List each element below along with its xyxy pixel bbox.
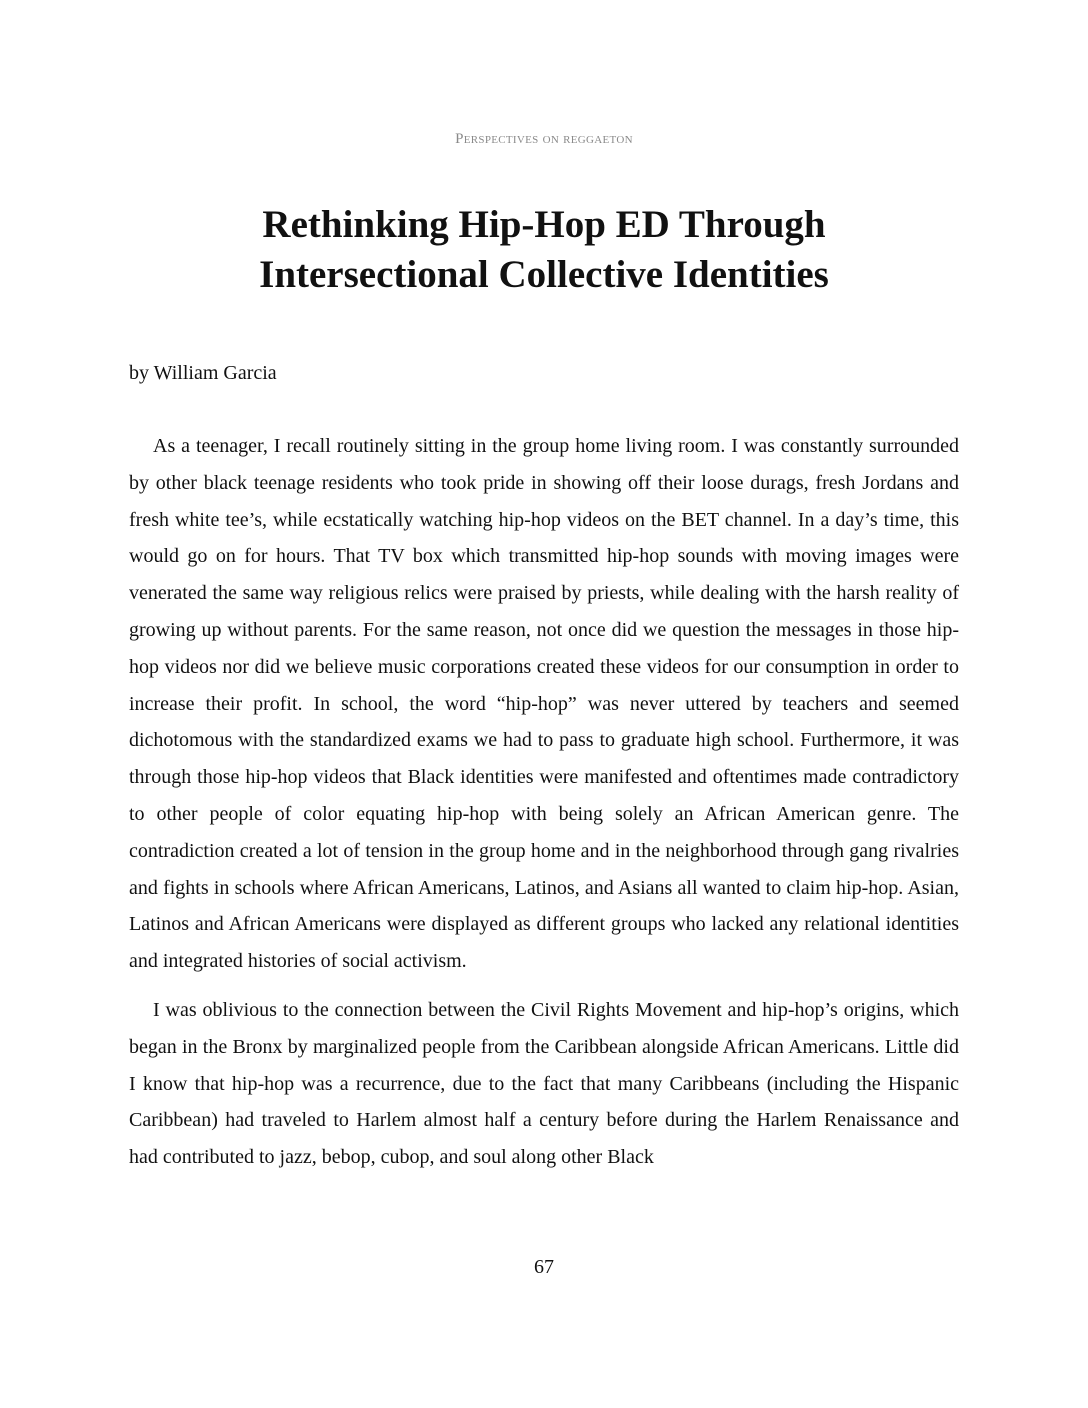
author-byline: by William Garcia: [129, 362, 277, 384]
body-paragraph-2: I was oblivious to the connection between the Civil Rights Movement and hip-hop’s origins, which began in the Bronx by marginalized people from the Caribbean alongside African Americans. Little did I know that hip-hop was a recurrence, due to the fact that many Caribbeans (including the Hispanic Caribbean) had traveled to Harlem almost half a century before during the Harlem Renaissance and had contributed to jazz, bebop, cubop, and soul along other Black: [129, 998, 959, 1169]
article-title-line-1: Rethinking Hip-Hop ED Through: [262, 203, 826, 246]
article-title: [130, 200, 958, 300]
running-head: Perspectives on reggaeton: [455, 131, 633, 147]
article-title-line-2: Intersectional Collective Identities: [259, 253, 829, 296]
body-paragraph-1: As a teenager, I recall routinely sitting in the group home living room. I was constantly surrounded by other black teenage residents who took pride in showing off their loose durags, fresh Jordans and fresh white tee’s, while ecstatically watching hip-hop videos on the BET channel. In a day’s time, this would go on for hours. That TV box which transmitted hip-hop sounds with moving images were venerated the same way religious relics were praised by priests, while dealing with the harsh reality of growing up without parents. For the same reason, not once did we question the messages in those hip-hop videos nor did we believe music corporations created these videos for our consumption in order to increase their profit. In school, the word “hip-hop” was never uttered by teachers and seemed dichotomous with the standardized exams we had to pass to graduate high school. Furthermore, it was through those hip-hop videos that Black identities were manifested and oftentimes made contradictory to other people of color equating hip-hop with being solely an African American genre. The contradiction created a lot of tension in the group home and in the neighborhood through gang rivalries and fights in schools where African Americans, Latinos, and Asians all wanted to claim hip-hop. Asian, Latinos and African Americans were displayed as different groups who lacked any relational identities and integrated histories of social activism.: [129, 435, 959, 973]
page-number: 67: [534, 1256, 554, 1278]
article-body: [129, 428, 959, 1188]
